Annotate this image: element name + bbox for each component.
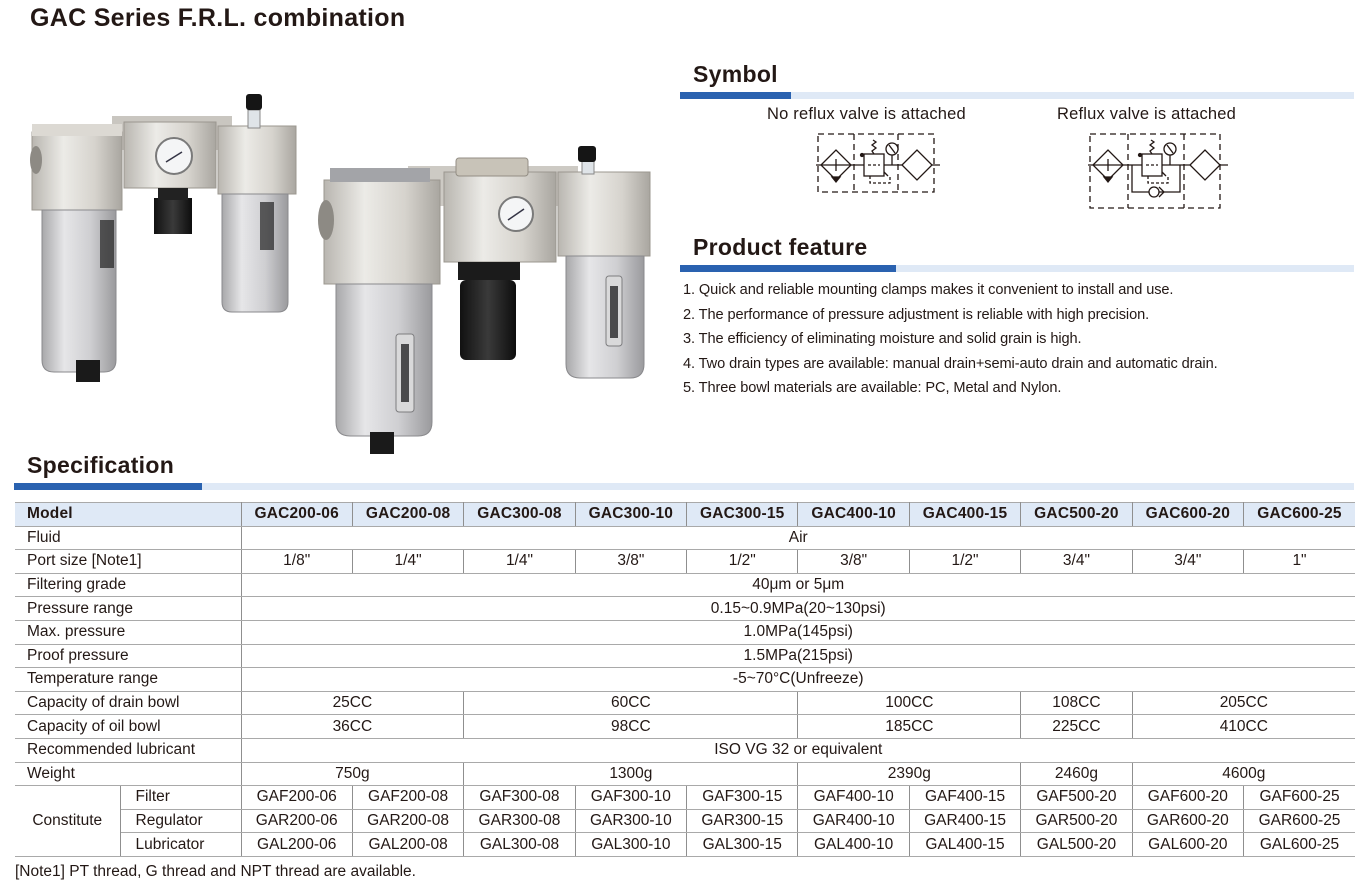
cell-value: GAL600-25 xyxy=(1244,833,1355,857)
cell-value: GAF600-25 xyxy=(1244,786,1355,810)
feature-item: 5. Three bowl materials are available: PC, Metal and Nylon. xyxy=(683,380,1062,397)
symbol-section-header xyxy=(680,60,1354,99)
table-row-max-pressure xyxy=(15,620,1355,644)
product-photo xyxy=(20,80,660,460)
row-label: Recommended lubricant xyxy=(15,738,241,762)
cell-value: GAR500-20 xyxy=(1021,809,1132,833)
heading-underline xyxy=(680,265,1354,272)
pneumatic-symbol-reflux-icon xyxy=(1088,132,1228,212)
cell-value: GAF500-20 xyxy=(1021,786,1132,810)
cell-value: GAF300-10 xyxy=(575,786,686,810)
row-value: 1.5MPa(215psi) xyxy=(241,644,1355,668)
row-sublabel: Filter xyxy=(120,786,241,810)
cell-value: GAR600-25 xyxy=(1244,809,1355,833)
model-column-header: GAC200-08 xyxy=(352,503,463,527)
row-value: -5~70°C(Unfreeze) xyxy=(241,668,1355,692)
table-row-constitute-lubricator xyxy=(15,833,1355,857)
feature-heading: Product feature xyxy=(693,234,868,260)
heading-underline xyxy=(14,483,1354,490)
feature-list xyxy=(683,278,1218,401)
cell-value: 1300g xyxy=(464,762,798,786)
model-column-header: GAC300-08 xyxy=(464,503,575,527)
cell-value: 60CC xyxy=(464,691,798,715)
cell-value: GAL400-15 xyxy=(909,833,1020,857)
symbol-caption-no-reflux: No reflux valve is attached xyxy=(767,105,966,123)
cell-value: GAL200-08 xyxy=(352,833,463,857)
spec-heading: Specification xyxy=(27,452,175,478)
feature-item: 2. The performance of pressure adjustment is reliable with high precision. xyxy=(683,306,1150,323)
model-column-header: GAC400-15 xyxy=(909,503,1020,527)
feature-item: 4. Two drain types are available: manual drain+semi-auto drain and automatic drain. xyxy=(683,355,1218,372)
table-row-constitute-filter xyxy=(15,786,1355,810)
table-row-oil-bowl xyxy=(15,715,1355,739)
feature-section-header xyxy=(680,233,1354,272)
feature-item: 3. The efficiency of eliminating moisture and solid grain is high. xyxy=(683,331,1082,348)
frl-unit-illustration xyxy=(20,80,660,460)
row-label: Capacity of oil bowl xyxy=(15,715,241,739)
model-column-header: GAC600-20 xyxy=(1132,503,1243,527)
cell-value: GAF200-08 xyxy=(352,786,463,810)
table-row-lubricant xyxy=(15,738,1355,762)
row-label: Pressure range xyxy=(15,597,241,621)
model-column-header: GAC600-25 xyxy=(1244,503,1355,527)
specification-table xyxy=(15,502,1355,857)
row-label: Max. pressure xyxy=(15,620,241,644)
cell-value: GAF600-20 xyxy=(1132,786,1243,810)
cell-value: 100CC xyxy=(798,691,1021,715)
cell-value: GAR400-15 xyxy=(909,809,1020,833)
table-footnote: [Note1] PT thread, G thread and NPT thread are available. xyxy=(15,863,416,880)
heading-underline xyxy=(680,92,1354,99)
cell-value: 1/4" xyxy=(464,550,575,574)
model-column-header: GAC400-10 xyxy=(798,503,909,527)
row-value: 0.15~0.9MPa(20~130psi) xyxy=(241,597,1355,621)
cell-value: GAR200-08 xyxy=(352,809,463,833)
cell-value: GAR300-10 xyxy=(575,809,686,833)
cell-value: GAR300-15 xyxy=(687,809,798,833)
cell-value: 1/8" xyxy=(241,550,352,574)
row-label: Proof pressure xyxy=(15,644,241,668)
cell-value: GAL400-10 xyxy=(798,833,909,857)
pneumatic-symbol-no-reflux-icon xyxy=(816,132,940,196)
cell-value: GAL500-20 xyxy=(1021,833,1132,857)
table-row-weight xyxy=(15,762,1355,786)
cell-value: GAL300-08 xyxy=(464,833,575,857)
row-label: Port size [Note1] xyxy=(15,550,241,574)
cell-value: 1/2" xyxy=(687,550,798,574)
cell-value: 185CC xyxy=(798,715,1021,739)
row-label: Capacity of drain bowl xyxy=(15,691,241,715)
row-value: 40μm or 5μm xyxy=(241,573,1355,597)
row-sublabel: Regulator xyxy=(120,809,241,833)
model-column-header: GAC300-15 xyxy=(687,503,798,527)
cell-value: GAF300-15 xyxy=(687,786,798,810)
cell-value: GAF200-06 xyxy=(241,786,352,810)
heading-accent-bar xyxy=(14,483,202,490)
cell-value: 1/4" xyxy=(352,550,463,574)
cell-value: 3/8" xyxy=(575,550,686,574)
table-row-drain-bowl xyxy=(15,691,1355,715)
cell-value: 25CC xyxy=(241,691,464,715)
cell-value: 3/4" xyxy=(1132,550,1243,574)
feature-item: 1. Quick and reliable mounting clamps makes it convenient to install and use. xyxy=(683,282,1174,298)
row-value: ISO VG 32 or equivalent xyxy=(241,738,1355,762)
cell-value: GAL300-15 xyxy=(687,833,798,857)
cell-value: 108CC xyxy=(1021,691,1132,715)
cell-value: 1" xyxy=(1244,550,1355,574)
cell-value: 98CC xyxy=(464,715,798,739)
cell-value: GAF400-10 xyxy=(798,786,909,810)
model-column-header: GAC200-06 xyxy=(241,503,352,527)
cell-value: GAR400-10 xyxy=(798,809,909,833)
cell-value: GAL600-20 xyxy=(1132,833,1243,857)
cell-value: GAR200-06 xyxy=(241,809,352,833)
cell-value: 36CC xyxy=(241,715,464,739)
table-row-constitute-regulator xyxy=(15,809,1355,833)
cell-value: 410CC xyxy=(1132,715,1355,739)
row-label: Temperature range xyxy=(15,668,241,692)
row-sublabel: Lubricator xyxy=(120,833,241,857)
page-title: GAC Series F.R.L. combination xyxy=(30,4,406,32)
cell-value: 1/2" xyxy=(909,550,1020,574)
model-column-header: GAC500-20 xyxy=(1021,503,1132,527)
heading-accent-bar xyxy=(680,92,791,99)
row-label: Weight xyxy=(15,762,241,786)
cell-value: 2460g xyxy=(1021,762,1132,786)
spec-section-header xyxy=(14,451,1354,490)
cell-value: 3/8" xyxy=(798,550,909,574)
cell-value: 4600g xyxy=(1132,762,1355,786)
row-label: Filtering grade xyxy=(15,573,241,597)
cell-value: 225CC xyxy=(1021,715,1132,739)
cell-value: GAF300-08 xyxy=(464,786,575,810)
cell-value: 205CC xyxy=(1132,691,1355,715)
row-label: Fluid xyxy=(15,526,241,550)
constitute-label: Constitute xyxy=(15,786,120,857)
symbol-caption-reflux: Reflux valve is attached xyxy=(1057,105,1237,123)
model-column-header: GAC300-10 xyxy=(575,503,686,527)
table-row-filtering-grade xyxy=(15,573,1355,597)
table-row-pressure-range xyxy=(15,597,1355,621)
header-model-label: Model xyxy=(15,503,241,527)
cell-value: GAL300-10 xyxy=(575,833,686,857)
table-row-temperature-range xyxy=(15,668,1355,692)
cell-value: GAR600-20 xyxy=(1132,809,1243,833)
cell-value: 750g xyxy=(241,762,464,786)
table-row-proof-pressure xyxy=(15,644,1355,668)
table-header-row xyxy=(15,503,1355,527)
symbol-heading: Symbol xyxy=(693,61,778,87)
cell-value: GAR300-08 xyxy=(464,809,575,833)
cell-value: 3/4" xyxy=(1021,550,1132,574)
row-value: Air xyxy=(241,526,1355,550)
cell-value: GAF400-15 xyxy=(909,786,1020,810)
cell-value: GAL200-06 xyxy=(241,833,352,857)
table-row-port-size xyxy=(15,550,1355,574)
heading-accent-bar xyxy=(680,265,896,272)
row-value: 1.0MPa(145psi) xyxy=(241,620,1355,644)
cell-value: 2390g xyxy=(798,762,1021,786)
table-row-fluid xyxy=(15,526,1355,550)
